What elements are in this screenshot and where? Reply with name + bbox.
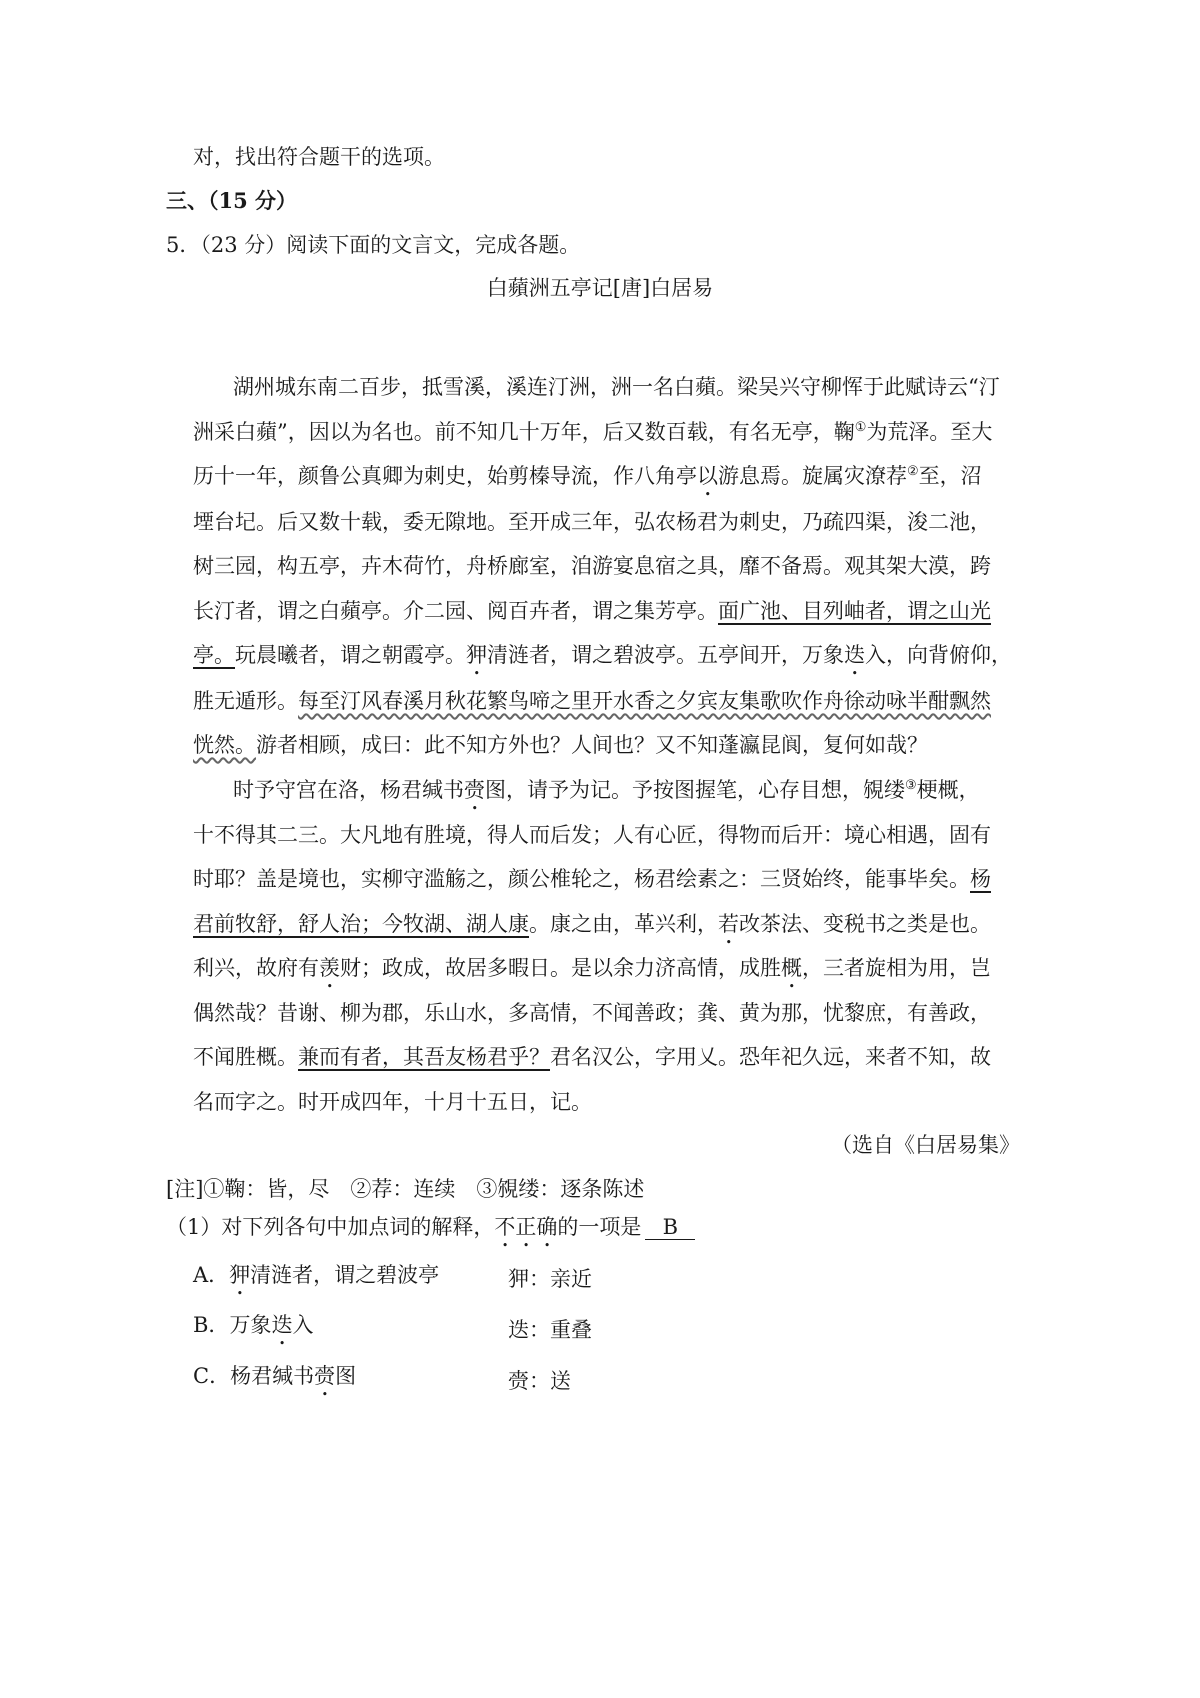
dotted-word: 以 — [697, 464, 718, 488]
source-citation: （选自《白居易集》 — [831, 1133, 1020, 1157]
option-a: A．狎清涟者，谓之碧波亭 — [193, 1263, 440, 1287]
dotted-word: 若 — [718, 912, 739, 936]
dotted-word: 迭 — [844, 643, 865, 667]
passage-line: 时耶？盖是境也，实柳守滥觞之，颜公椎轮之，杨君绘素之：三贤始终，能事毕矣。杨 — [193, 867, 991, 891]
note-marker: ① — [854, 420, 867, 435]
dotted-word: 赍 — [464, 778, 485, 802]
passage-line: 胜无遁形。每至汀风春溪月秋花繁鸟啼之里开水香之夕宾友集歌吹作舟徐动咏半酣飘然 — [193, 689, 991, 713]
passage-line: 偶然哉？昔谢、柳为郡，乐山水，多高情，不闻善政；龚、黄为那，忧黎庶，有善政， — [193, 1001, 991, 1025]
option-a-definition: 狎：亲近 — [508, 1267, 592, 1291]
passage-title: 白蘋洲五亭记[唐]白居易 — [486, 276, 714, 300]
option-c: C．杨君缄书赍图 — [193, 1364, 357, 1388]
passage-line: 历十一年，颜鲁公真卿为刺史，始剪榛导流，作八角亭以游息焉。旋属灾潦荐②至，沼 — [193, 464, 982, 488]
question-header: 5．（23 分）阅读下面的文言文，完成各题。 — [166, 233, 581, 257]
wavy-underlined-sentence: 每至汀风春溪月秋花繁鸟啼之里开水香之夕宾友集歌吹作舟徐动咏半酣飘然 — [298, 689, 991, 713]
dotted-word: 概 — [781, 956, 802, 980]
passage-line: 湖州城东南二百步，抵雪溪，溪连汀洲，洲一名白蘋。梁吴兴守柳恽于此赋诗云“汀 — [233, 375, 1000, 399]
passage-line: 恍然。游者相顾，成曰：此不知方外也？人间也？又不知蓬瀛昆阆，复何如哉？ — [193, 733, 928, 757]
note-marker: ② — [907, 464, 919, 479]
passage-line: 时予守宫在洛，杨君缄书赍图，请予为记。予按图握笔，心存目想，覙缕③梗概， — [233, 778, 980, 802]
option-b-definition: 迭：重叠 — [508, 1318, 592, 1342]
answer-blank: B — [645, 1215, 695, 1240]
section-title: 三、（15 分） — [166, 188, 298, 213]
wavy-underlined-sentence: 恍然。 — [193, 733, 256, 757]
footnote: [注]①鞠：皆，尽 ②荐：连续 ③覙缕：逐条陈述 — [166, 1177, 645, 1201]
underlined-sentence: 面广池、目列岫者，谓之山光 — [718, 599, 991, 623]
passage-line: 堙台圮。后又数十载，委无隙地。至开成三年，弘农杨君为刺史，乃疏四渠，浚二池， — [193, 510, 991, 534]
option-c-definition: 赍：送 — [508, 1369, 571, 1393]
passage-line: 十不得其二三。大凡地有胜境，得人而后发；人有心匠，得物而后开：境心相遇，固有 — [193, 823, 991, 847]
emphasized-text: 不正确 — [494, 1215, 558, 1239]
underlined-sentence: 君前牧舒，舒人治；今牧湖、湖人康 — [193, 912, 529, 936]
note-marker: ③ — [905, 778, 917, 793]
dotted-word: 羡 — [319, 956, 340, 980]
option-b: B．万象迭入 — [193, 1313, 314, 1337]
dotted-word: 赍 — [314, 1364, 336, 1388]
passage-line: 名而字之。时开成四年，十月十五日，记。 — [193, 1090, 592, 1114]
passage-line: 树三园，构五亭，卉木荷竹，舟桥廊室，洎游宴息宿之具，靡不备焉。观其架大漠，跨 — [193, 554, 991, 578]
passage-line: 利兴，故府有羡财；政成，故居多暇日。是以余力济高情，成胜概，三者旋相为用，岂 — [193, 956, 991, 980]
dotted-word: 迭 — [271, 1313, 293, 1337]
underlined-sentence: 杨 — [970, 867, 991, 891]
passage-line: 长汀者，谓之白蘋亭。介二园、阅百卉者，谓之集芳亭。面广池、目列岫者，谓之山光 — [193, 599, 991, 623]
passage-line: 亭。玩晨曦者，谓之朝霞亭。狎清涟者，谓之碧波亭。五亭间开，万象迭入，向背俯仰， — [193, 643, 1012, 667]
underlined-sentence: 亭。 — [193, 643, 235, 667]
underlined-sentence: 兼而有者，其吾友杨君乎？ — [298, 1045, 550, 1069]
intro-tail: 对，找出符合题干的选项。 — [193, 145, 445, 169]
sub-question-1: （1）对下列各句中加点词的解释，不正确的一项是 B — [166, 1212, 695, 1252]
dotted-word: 狎 — [229, 1263, 251, 1287]
passage-line: 洲采白蘋”，因以为名也。前不知几十万年，后又数百载，有名无亭，鞠①为荒泽。至大 — [193, 420, 993, 444]
passage-line: 君前牧舒，舒人治；今牧湖、湖人康。康之由，革兴利，若改茶法、变税书之类是也。 — [193, 912, 991, 936]
passage-line: 不闻胜概。兼而有者，其吾友杨君乎？君名汉公，字用乂。恐年祀久远，来者不知，故 — [193, 1045, 991, 1069]
dotted-word: 狎 — [466, 643, 487, 667]
